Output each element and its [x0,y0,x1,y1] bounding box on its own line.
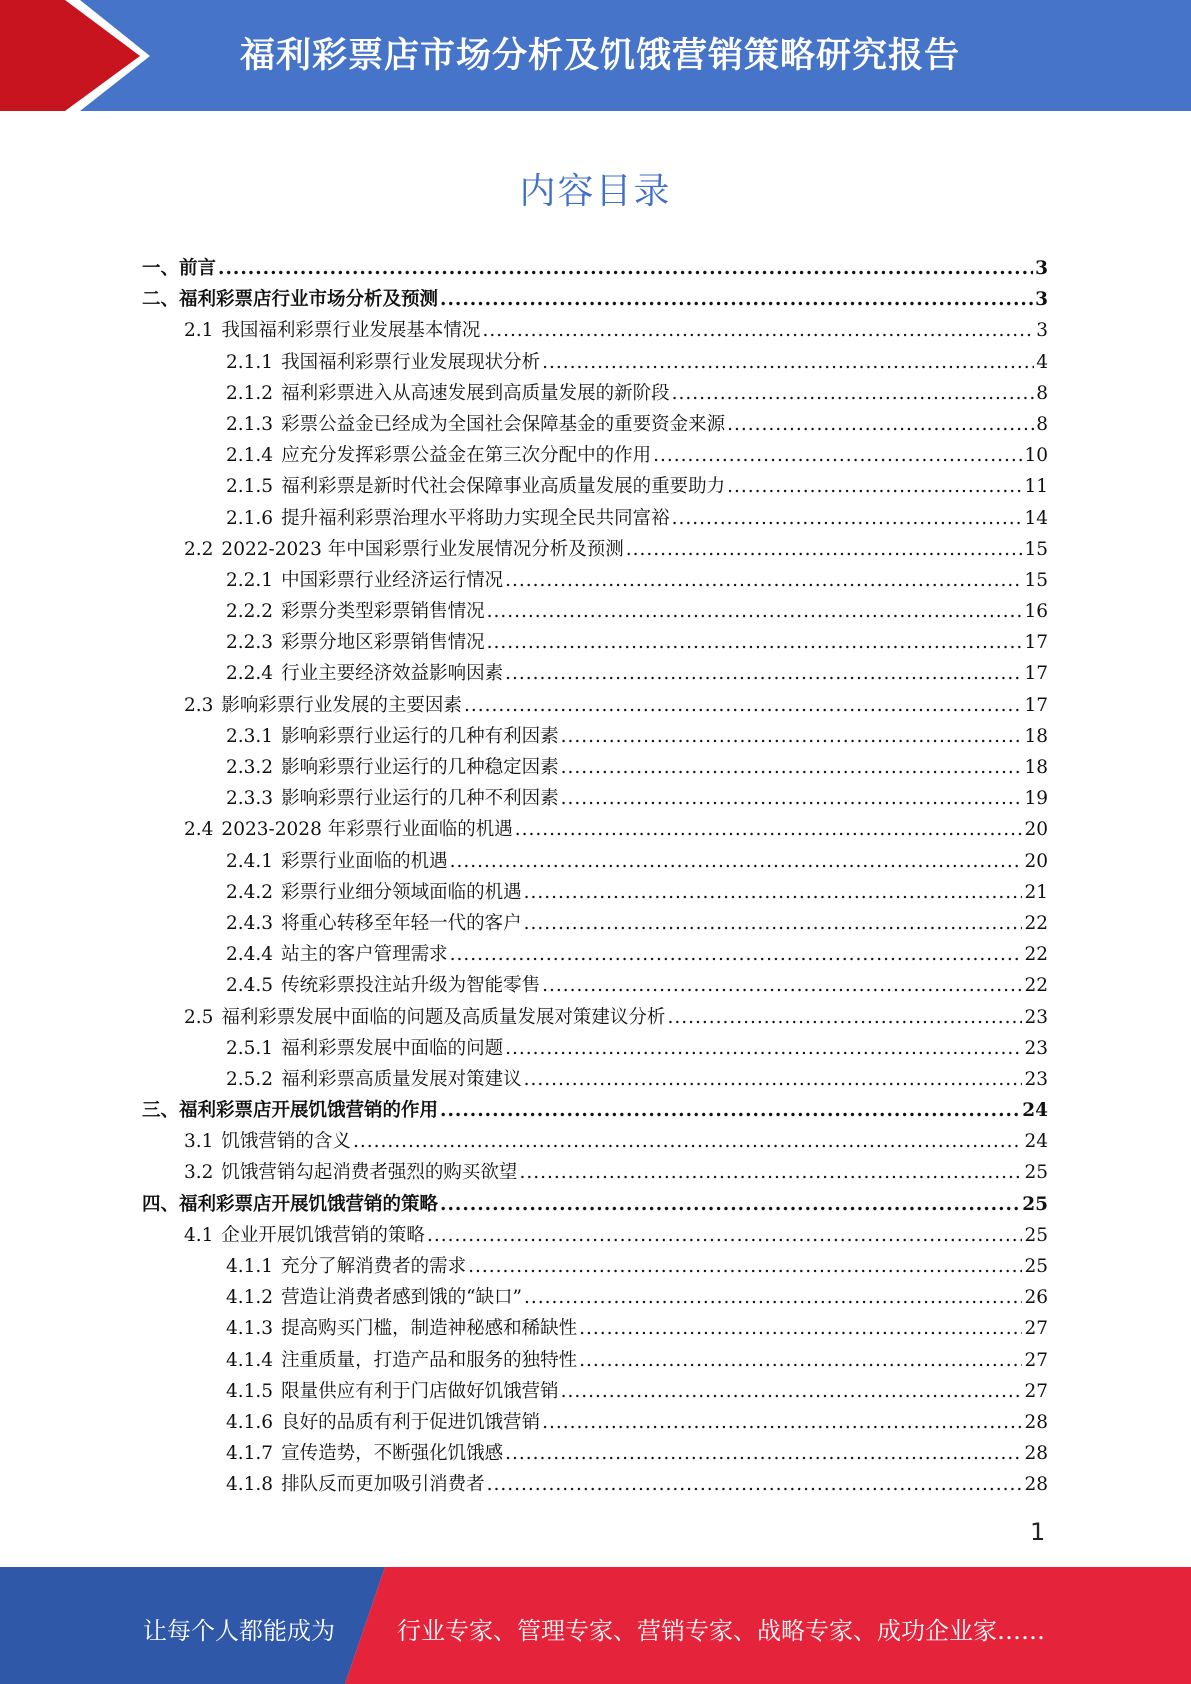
toc-entry-title: 良好的品质有利于促进饥饿营销 [281,1411,541,1433]
toc-entry-page: 25 [1024,1224,1048,1246]
toc-entry-title: 宣传造势，不断强化饥饿感 [281,1443,504,1465]
toc-entry-title: 限量供应有利于门店做好饥饿营销 [281,1380,559,1402]
toc-entry-number: 2.2.4 [226,663,274,685]
toc-dot-leader [440,1194,1020,1215]
toc-entry[interactable] [142,1377,1048,1408]
toc-entry-title: 行业主要经济效益影响因素 [281,663,504,685]
toc-entry[interactable] [142,1003,1048,1034]
toc-entry-title: 饥饿营销的含义 [221,1131,351,1153]
toc-entry-number: 三、 [142,1100,180,1122]
toc-entry[interactable] [142,1470,1048,1501]
toc-entry-title: 企业开展饥饿营销的策略 [221,1224,425,1246]
report-title: 福利彩票店市场分析及饥饿营销策略研究报告 [240,36,961,76]
toc-entry-title: 影响彩票行业运行的几种有利因素 [281,725,559,747]
toc-entry-page: 10 [1024,445,1048,467]
toc-entry-page: 15 [1024,538,1048,560]
toc-dot-leader [515,819,1023,840]
toc-entry-page: 24 [1024,1131,1048,1153]
toc-entry-number: 2.1 [184,320,214,342]
toc-entry[interactable] [142,597,1048,628]
table-of-contents [142,254,1048,1502]
header-banner [0,0,1191,111]
toc-entry-number: 2.4.1 [226,850,274,872]
toc-entry-number: 2.3 [184,694,214,716]
toc-entry[interactable] [142,254,1048,285]
toc-entry-number: 4.1.8 [226,1474,274,1496]
toc-entry-title: 站主的客户管理需求 [281,944,448,966]
footer-slogan-left: 让每个人都能成为 [143,1617,335,1645]
toc-entry-number: 2.4 [184,819,214,841]
toc-dot-leader [524,913,1023,934]
toc-entry[interactable] [142,659,1048,690]
toc-entry-number: 3.2 [184,1162,214,1184]
toc-entry-number: 2.1.5 [226,476,274,498]
toc-entry-page: 19 [1024,788,1048,810]
toc-entry[interactable] [142,1408,1048,1439]
toc-entry-number: 2.3.3 [226,788,274,810]
toc-entry-page: 23 [1024,1006,1048,1028]
toc-entry-title: 福利彩票发展中面临的问题及高质量发展对策建议分析 [221,1006,666,1028]
toc-entry-page: 25 [1022,1193,1048,1215]
toc-dot-leader [505,1038,1022,1059]
toc-entry-title: 影响彩票行业运行的几种稳定因素 [281,757,559,778]
toc-entry-number: 一、 [142,258,180,279]
toc-entry-page: 23 [1024,1037,1048,1059]
toc-dot-leader [579,1350,1022,1371]
toc-entry-title: 营造让消费者感到饿的“缺口” [281,1287,522,1309]
toc-entry[interactable] [142,847,1048,878]
toc-entry[interactable] [142,753,1048,784]
toc-entry[interactable] [142,348,1048,379]
toc-dot-leader [653,445,1022,466]
toc-entry-number: 2.2.3 [226,632,274,654]
toc-entry[interactable] [142,316,1048,347]
toc-dot-leader [561,1381,1023,1402]
toc-entry-page: 20 [1024,850,1048,872]
footer-banner [0,1567,1191,1684]
toc-entry-title: 影响彩票行业运行的几种不利因素 [281,788,559,810]
footer-slogan-right: 行业专家、管理专家、营销专家、战略专家、成功企业家…… [397,1617,1045,1645]
toc-entry[interactable] [142,628,1048,659]
toc-entry-page: 28 [1024,1411,1048,1433]
toc-entry-page: 27 [1024,1349,1048,1371]
toc-dot-leader [505,570,1022,591]
toc-entry-page: 21 [1024,881,1048,903]
toc-entry-number: 2.2 [184,538,214,560]
toc-entry[interactable] [142,285,1048,316]
toc-entry-number: 2.1.2 [226,382,274,404]
toc-entry[interactable] [142,784,1048,815]
toc-entry[interactable] [142,1065,1048,1096]
toc-entry-page: 27 [1024,1318,1048,1340]
toc-entry-page: 3 [1035,258,1048,279]
toc-entry-page: 28 [1024,1443,1048,1465]
toc-entry-title: 福利彩票店开展饥饿营销的策略 [179,1193,439,1215]
toc-entry-page: 15 [1024,569,1048,591]
toc-entry[interactable] [142,410,1048,441]
toc-entry[interactable] [142,909,1048,940]
toc-dot-leader [487,632,1023,653]
toc-entry[interactable] [142,940,1048,971]
toc-dot-leader [561,726,1023,747]
toc-entry-title: 福利彩票高质量发展对策建议 [281,1068,522,1090]
toc-entry-title: 福利彩票发展中面临的问题 [281,1037,504,1059]
toc-dot-leader [487,1474,1023,1495]
toc-entry[interactable] [142,504,1048,535]
toc-entry-number: 4.1 [184,1224,214,1246]
toc-entry-number: 2.1.4 [226,445,274,467]
toc-dot-leader [727,476,1022,497]
toc-dot-leader [524,1287,1022,1308]
toc-entry-number: 4.1.1 [226,1256,274,1277]
toc-entry-page: 25 [1024,1162,1048,1184]
toc-entry-title: 福利彩票是新时代社会保障事业高质量发展的重要助力 [281,476,726,498]
toc-entry-page: 22 [1024,944,1048,966]
toc-dot-leader [450,944,1023,965]
toc-entry[interactable] [142,722,1048,753]
toc-dot-leader [542,975,1022,996]
toc-entry-title: 福利彩票店行业市场分析及预测 [179,289,439,311]
toc-entry-number: 4.1.6 [226,1411,274,1433]
toc-dot-leader [524,882,1023,903]
toc-entry-title: 彩票分类型彩票销售情况 [281,601,485,623]
toc-entry[interactable] [142,535,1048,566]
toc-dot-leader [672,508,1023,529]
toc-entry-number: 2.4.5 [226,975,274,997]
toc-entry-page: 23 [1024,1068,1048,1090]
toc-entry-number: 2.4.4 [226,944,274,966]
toc-entry-number: 2.1.1 [226,351,274,373]
toc-entry-title: 应充分发挥彩票公益金在第三次分配中的作用 [281,445,652,467]
toc-entry-title: 排队反而更加吸引消费者 [281,1474,485,1496]
toc-dot-leader [667,1007,1022,1028]
toc-entry-page: 8 [1036,413,1048,435]
page-number: 1 [1030,1518,1046,1546]
toc-entry-title: 彩票行业面临的机遇 [281,850,448,872]
toc-entry[interactable] [142,691,1048,722]
toc-entry[interactable] [142,1096,1048,1127]
toc-entry-page: 3 [1036,320,1048,342]
toc-entry-page: 4 [1036,351,1048,373]
toc-dot-leader [353,1131,1023,1152]
toc-entry-page: 8 [1036,382,1048,404]
toc-entry-title: 彩票行业细分领域面临的机遇 [281,881,522,903]
toc-entry[interactable] [142,1314,1048,1345]
toc-dot-leader [672,383,1035,404]
toc-title: 内容目录 [519,171,672,212]
toc-entry[interactable] [142,441,1048,472]
toc-entry-title: 2023-2028 年彩票行业面临的机遇 [221,819,513,841]
toc-entry-title: 2022-2023 年中国彩票行业发展情况分析及预测 [221,538,624,560]
toc-entry[interactable] [142,815,1048,846]
toc-entry-number: 2.5.2 [226,1068,274,1090]
toc-entry-number: 2.4.3 [226,912,274,934]
toc-entry-title: 彩票分地区彩票销售情况 [281,632,485,654]
toc-entry-number: 2.4.2 [226,881,274,903]
toc-dot-leader [561,788,1023,809]
toc-entry-page: 25 [1024,1256,1048,1277]
toc-entry-page: 3 [1035,289,1048,311]
toc-dot-leader [505,663,1022,684]
toc-dot-leader [505,1443,1022,1464]
toc-dot-leader [524,1069,1023,1090]
toc-entry-title: 前言 [179,258,217,279]
toc-entry-title: 将重心转移至年轻一代的客户 [281,912,522,934]
toc-entry[interactable] [142,1190,1048,1221]
toc-entry-page: 11 [1024,476,1048,498]
toc-dot-leader [542,1412,1022,1433]
toc-entry[interactable] [142,1283,1048,1314]
toc-dot-leader [482,320,1034,341]
toc-entry-page: 24 [1022,1100,1048,1122]
toc-dot-leader [542,352,1034,373]
toc-entry-number: 四、 [142,1193,180,1215]
toc-entry-title: 影响彩票行业发展的主要因素 [221,694,462,716]
toc-entry-page: 14 [1024,507,1048,529]
toc-entry-title: 福利彩票店开展饥饿营销的作用 [179,1100,439,1122]
toc-entry[interactable] [142,878,1048,909]
toc-dot-leader [218,258,1033,279]
toc-entry-number: 4.1.2 [226,1287,274,1309]
toc-entry-title: 福利彩票进入从高速发展到高质量发展的新阶段 [281,382,670,404]
toc-entry-number: 2.3.2 [226,757,274,778]
toc-entry-title: 提升福利彩票治理水平将助力实现全民共同富裕 [281,507,670,529]
toc-entry[interactable] [142,1252,1048,1283]
toc-entry-page: 16 [1024,601,1048,623]
toc-entry-number: 4.1.5 [226,1380,274,1402]
toc-dot-leader [440,289,1033,310]
toc-entry-number: 2.1.3 [226,413,274,435]
toc-dot-leader [450,851,1023,872]
toc-entry-page: 27 [1024,1380,1048,1402]
toc-entry-title: 饥饿营销勾起消费者强烈的购买欲望 [221,1162,518,1184]
toc-entry-number: 4.1.4 [226,1349,274,1371]
toc-entry-number: 二、 [142,289,180,311]
toc-entry[interactable] [142,1346,1048,1377]
toc-dot-leader [427,1225,1023,1246]
toc-entry[interactable] [142,1439,1048,1470]
toc-entry[interactable] [142,379,1048,410]
toc-entry-title: 中国彩票行业经济运行情况 [281,569,504,591]
toc-entry-page: 26 [1024,1287,1048,1309]
toc-entry[interactable] [142,566,1048,597]
toc-entry[interactable] [142,1221,1048,1252]
toc-entry-number: 2.2.2 [226,601,274,623]
toc-entry-title: 彩票公益金已经成为全国社会保障基金的重要资金来源 [281,413,726,435]
toc-entry-page: 18 [1024,725,1048,747]
toc-dot-leader [468,1256,1022,1277]
toc-entry-page: 18 [1024,757,1048,778]
toc-entry-number: 2.5 [184,1006,214,1028]
toc-entry[interactable] [142,1158,1048,1189]
toc-dot-leader [519,1162,1022,1183]
toc-dot-leader [440,1100,1020,1121]
toc-dot-leader [561,757,1023,778]
toc-entry-page: 22 [1024,975,1048,997]
toc-entry[interactable] [142,1127,1048,1158]
toc-entry[interactable] [142,1034,1048,1065]
toc-entry-page: 20 [1024,819,1048,841]
toc-entry-title: 充分了解消费者的需求 [281,1256,467,1277]
toc-entry-number: 3.1 [184,1131,214,1153]
toc-entry[interactable] [142,472,1048,503]
toc-entry-title: 传统彩票投注站升级为智能零售 [281,975,541,997]
toc-entry-page: 22 [1024,912,1048,934]
toc-entry-page: 17 [1024,694,1048,716]
toc-entry-page: 28 [1024,1474,1048,1496]
toc-entry-number: 2.5.1 [226,1037,274,1059]
toc-entry-page: 17 [1024,663,1048,685]
toc-entry-number: 4.1.7 [226,1443,274,1465]
toc-entry-title: 注重质量，打造产品和服务的独特性 [281,1349,578,1371]
toc-entry-number: 4.1.3 [226,1318,274,1340]
toc-entry-title: 我国福利彩票行业发展基本情况 [221,320,481,342]
toc-entry-title: 提高购买门槛，制造神秘感和稀缺性 [281,1318,578,1340]
toc-dot-leader [579,1318,1022,1339]
toc-dot-leader [464,695,1023,716]
toc-dot-leader [727,414,1034,435]
toc-entry-page: 17 [1024,632,1048,654]
toc-dot-leader [626,539,1023,560]
toc-entry-number: 2.1.6 [226,507,274,529]
toc-dot-leader [487,601,1023,622]
toc-entry-number: 2.2.1 [226,569,274,591]
toc-entry[interactable] [142,971,1048,1002]
toc-entry-number: 2.3.1 [226,725,274,747]
toc-entry-title: 我国福利彩票行业发展现状分析 [281,351,541,373]
